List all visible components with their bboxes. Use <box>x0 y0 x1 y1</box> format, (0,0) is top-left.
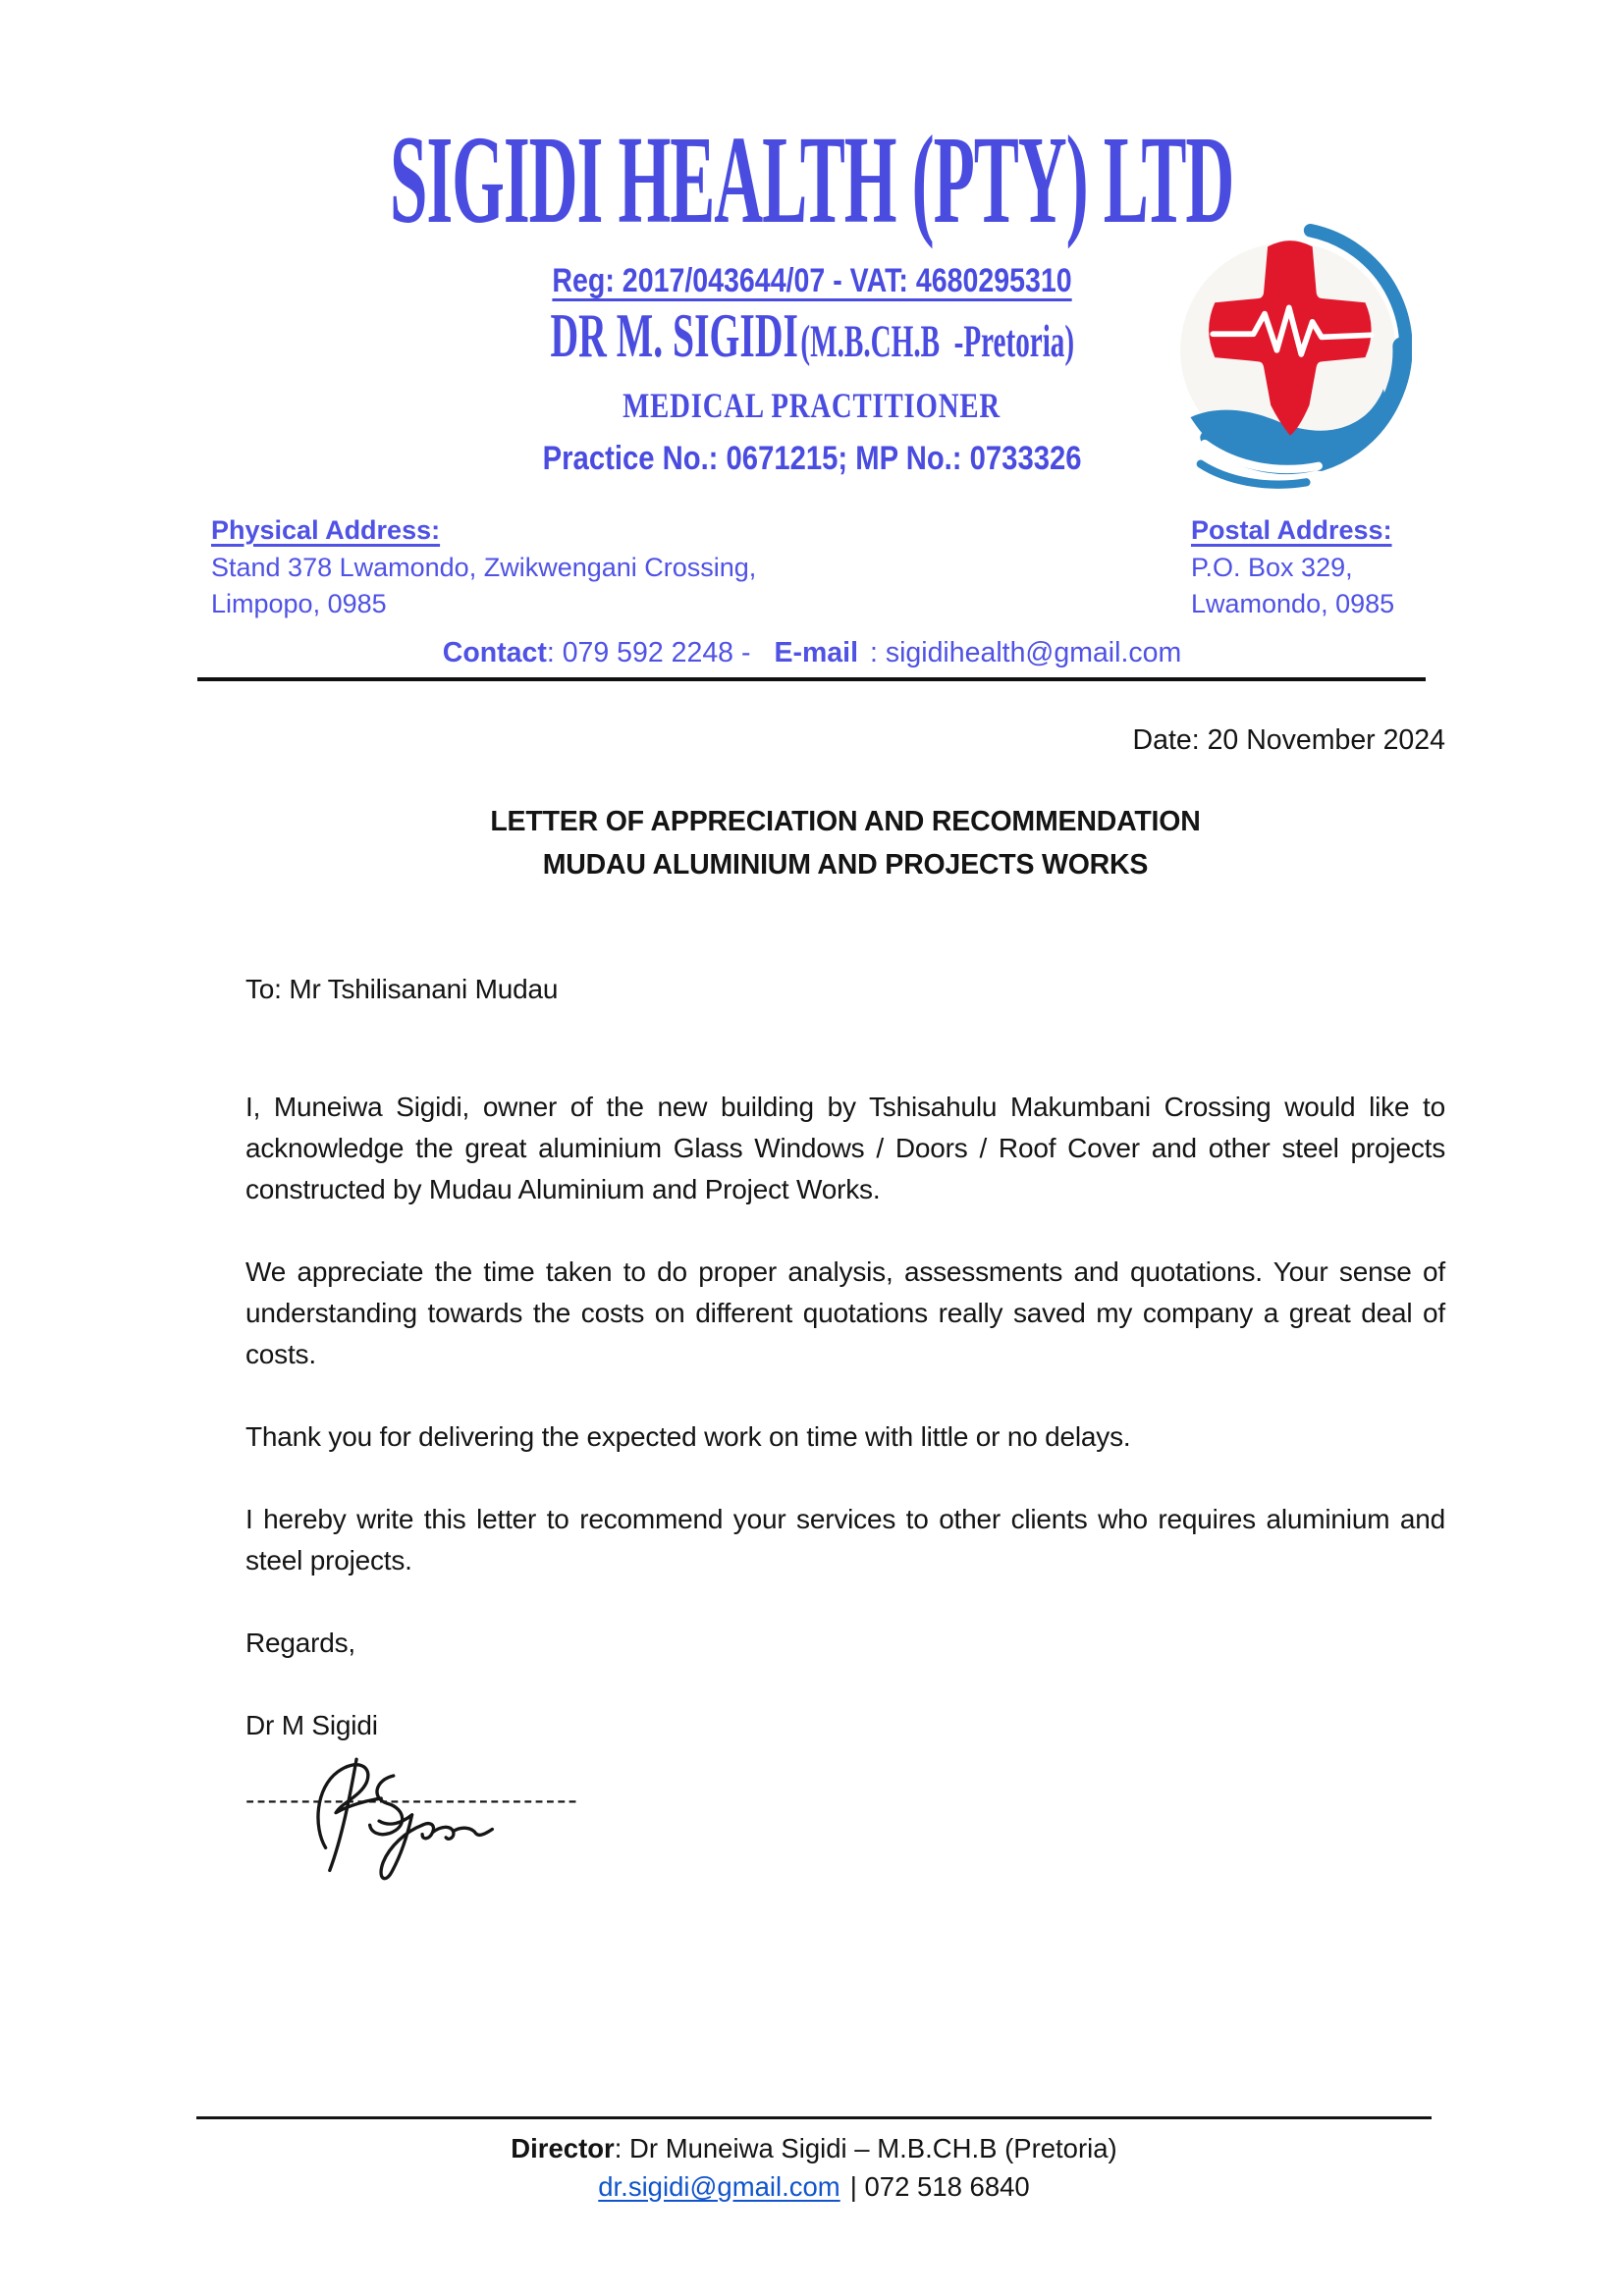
letter-body <box>245 969 1445 1821</box>
postal-address-line1: P.O. Box 329, <box>1191 552 1353 582</box>
contact-phone: : 079 592 2248 - <box>546 637 751 668</box>
physical-address-line1: Stand 378 Lwamondo, Zwikwengani Crossing, <box>211 552 757 582</box>
header-divider <box>197 677 1426 681</box>
practice-number-text: Practice No.: 0671215; MP No.: 0733326 <box>542 440 1082 477</box>
postal-address-block <box>1191 512 1394 623</box>
sigidi-health-logo <box>1176 222 1412 489</box>
contact-line <box>0 633 1624 672</box>
paragraph-4: I hereby write this letter to recommend your services to other clients who requires aluminium and steel projects. <box>245 1504 1445 1575</box>
postal-address-label: Postal Address: <box>1191 515 1392 545</box>
footer-phone: | 072 518 6840 <box>849 2171 1030 2202</box>
postal-address-line2: Lwamondo, 0985 <box>1191 589 1395 618</box>
letter-subtitle: MUDAU ALUMINIUM AND PROJECTS WORKS <box>542 849 1149 881</box>
footer-contact-line <box>196 2166 1432 2208</box>
doctor-name: DR M. SIGIDI <box>550 300 798 370</box>
director-label: Director <box>511 2133 615 2163</box>
director-line <box>196 2128 1432 2169</box>
physical-address-block <box>211 512 756 623</box>
director-name: : Dr Muneiwa Sigidi – M.B.CH.B (Pretoria) <box>614 2133 1117 2163</box>
paragraph-2: We appreciate the time taken to do proper analysis, assessments and quotations. Your sense of understanding towards the costs on different quotations really saved my company a great deal of costs. <box>245 1256 1445 1369</box>
footer-email-link[interactable]: dr.sigidi@gmail.com <box>598 2171 840 2202</box>
email-label: E-mail <box>774 637 858 668</box>
reg-vat-text: Reg: 2017/043644/07 - VAT: 4680295310 <box>552 262 1072 299</box>
contact-label: Contact <box>442 637 547 668</box>
letter-title: LETTER OF APPRECIATION AND RECOMMENDATION <box>490 806 1201 837</box>
signature-line: ------------------------------ <box>245 1785 579 1815</box>
profession-title: MEDICAL PRACTITIONER <box>623 386 1001 425</box>
physical-address-line2: Limpopo, 0985 <box>211 589 387 618</box>
footer-divider <box>196 2116 1432 2119</box>
company-name: SIGIDI HEALTH (PTY) LTD <box>390 110 1234 249</box>
signatory-name: Dr M Sigidi <box>245 1710 378 1740</box>
handwritten-signature <box>291 1745 507 1893</box>
paragraph-1: I, Muneiwa Sigidi, owner of the new building by Tshisahulu Makumbani Crossing would like to acknowledge the great aluminium Glass Windows / Doors / Roof Cover and other steel projects constructed by Mudau Aluminium and Project Works. <box>245 1092 1445 1204</box>
physical-address-label: Physical Address: <box>211 515 441 545</box>
letter-date: Date: 20 November 2024 <box>1132 724 1445 756</box>
closing-line: Regards, <box>245 1628 356 1658</box>
contact-email: : sigidihealth@gmail.com <box>869 637 1182 668</box>
paragraph-3: Thank you for delivering the expected work on time with little or no delays. <box>245 1421 1131 1452</box>
doctor-qualification: (M.B.CH.B -Pretoria) <box>800 316 1074 367</box>
recipient-line: To: Mr Tshilisanani Mudau <box>245 974 559 1004</box>
